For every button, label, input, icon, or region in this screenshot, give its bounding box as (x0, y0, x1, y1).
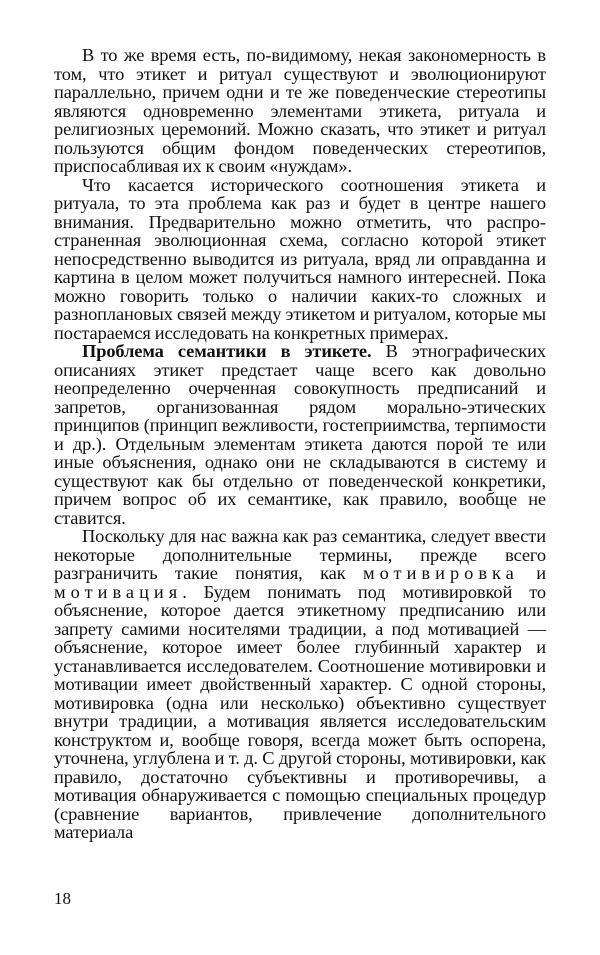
paragraph-4 (54, 527, 546, 842)
page-number: 18 (54, 889, 71, 908)
term-motivatsiya: мотивация (54, 581, 183, 602)
paragraph-4-text-after: . Будем понимать под мотивировкой то объяснение, которое дается этикетному предписанию или запрету самими носителями традиции, а под мотивацией — объяснение, которое имеет более глубинный характер и устанавливается исследователем. Соотношение мотивировки и мотивации имеет двойственный характер. С одной стороны, мотивировка (одна или несколько) объективно существует внутри традиции, а мотивация является исследовательским конструктом и, вообще говоря, всегда может быть оспорена, уточнена, углублена и т. д. С другой стороны, мотивировки, как правило, достаточно субъективны и противоречивы, а мотивация обнаруживается с помощью специальных процедур (сравнение вариантов, привлечение дополнительного материала (54, 581, 546, 842)
term-motivirovka: мотивировка (362, 563, 519, 583)
section-heading: Проблема семантики в этикете. (82, 341, 372, 361)
paragraph-3 (54, 342, 546, 527)
paragraph-1-text: В то же время есть, по-видимому, некая закономерность в том, что этикет и ритуал существуют и эволюционируют параллельно, причем одни и те же поведенческие стереотипы являются одновременно элементами этикета, ритуала и религиозных церемоний. Можно сказать, что этикет и ритуал пользуются общим фондом поведенческих стереотипов, приспосабливая их к своим «нуждам». (54, 45, 546, 176)
paragraph-2 (54, 176, 546, 343)
paragraph-4-text-before: Поскольку для нас важна как раз семантика, следует ввести некоторые дополнительные термины, прежде всего разграничить такие понятия, как (54, 526, 546, 583)
page-body (54, 46, 546, 842)
paragraph-2-text: Что касается исторического соотношения этикета и ритуала, то эта проблема как раз и будет в центре нашего внимания. Предварительно можно отметить, что распространенная эволюционная схема, согласно которой этикет непосредственно выводится из ритуала, вряд ли оправданна и картина в целом может получиться намного интересней. Пока можно говорить только о наличии каких-то сложных и разноплановых связей между этикетом и ритуалом, которые мы постараемся исследовать на конкретных примерах. (54, 174, 546, 343)
paragraph-3-text: В этнографических описаниях этикет предстает чаще всего как довольно неопределенно очерченная совокупность предписаний и запретов, организованная рядом морально-этических принципов (принцип вежливости, гостеприимства, терпимости и др.). Отдельным элементам этикета даются порой те или иные объяснения, однако они не складываются в систему и существуют как бы отдельно от поведенческой конкретики, причем вопрос об их семантике, как правило, вообще не ставится. (54, 341, 546, 528)
paragraph-4-text-middle: и (518, 563, 546, 583)
paragraph-1 (54, 46, 546, 176)
